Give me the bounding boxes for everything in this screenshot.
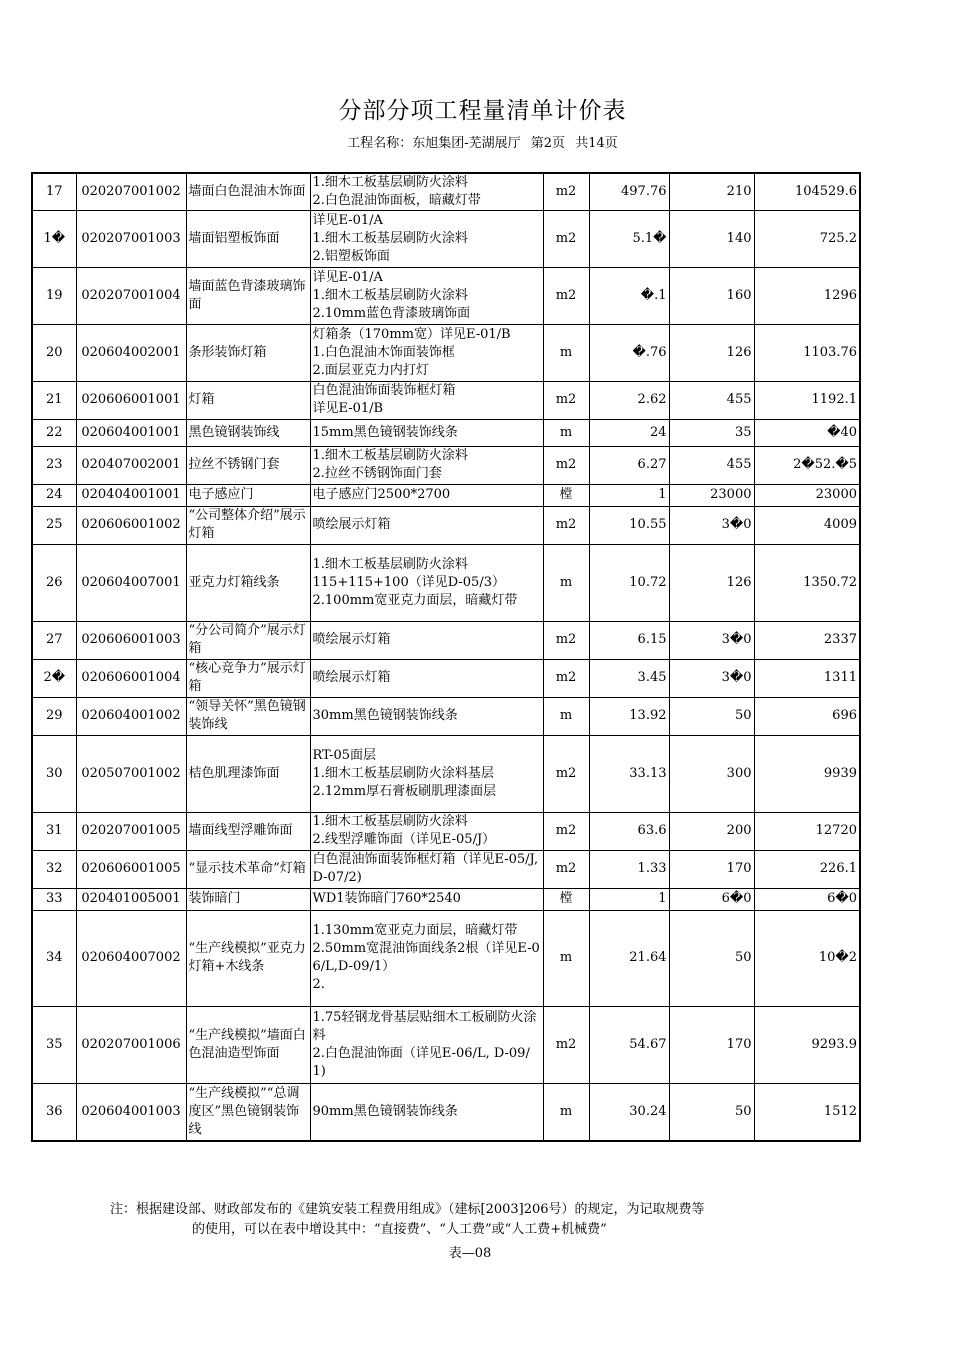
feature-line: 1.细木工板基层刷防火涂料 [312,814,468,829]
row-number: 1� [32,210,76,267]
row-number: 25 [32,506,76,544]
row-number: 31 [32,812,76,850]
row-number: 36 [32,1083,76,1141]
unit: m [543,544,589,621]
item-name: “生产线模拟”墙面白色混油造型饰面 [186,1006,310,1083]
item-features [310,910,543,1006]
item-features [310,888,543,910]
quantity: 63.6 [589,812,669,850]
total-price: 10�2 [754,910,860,1006]
item-code: 020606001004 [76,659,186,697]
unit-price: 170 [669,1006,754,1083]
total-price: 4009 [754,506,860,544]
row-number: 33 [32,888,76,910]
feature-line: 2. [312,977,325,992]
total-price: �40 [754,419,860,446]
feature-line: 1.细木工板基层刷防火涂料 [312,448,468,463]
row-number: 23 [32,446,76,484]
row-number: 30 [32,735,76,812]
item-features [310,506,543,544]
unit-price: 300 [669,735,754,812]
page-title: 分部分项工程量清单计价表 [338,98,627,124]
total-price: 2�52.�5 [754,446,860,484]
unit: m [543,419,589,446]
row-number: 20 [32,324,76,381]
feature-line: 喷绘展示灯箱 [312,517,391,532]
table-row [32,910,860,1006]
total-price: 1192.1 [754,381,860,419]
page-total: 共14页 [575,136,618,151]
unit-price: 50 [669,697,754,735]
quantity: 1.33 [589,850,669,888]
feature-line: 1.75轻钢龙骨基层贴细木工板刷防火涂料 [312,1009,537,1043]
item-code: 020606001005 [76,850,186,888]
item-name: 拉丝不锈钢门套 [186,446,310,484]
table-row [32,324,860,381]
quantity: 30.24 [589,1083,669,1141]
total-price: 696 [754,697,860,735]
unit: m2 [543,659,589,697]
feature-line: 电子感应门2500*2700 [312,487,451,502]
feature-line: 1.细木工板基层刷防火涂料 [312,287,468,303]
item-code: 020407002001 [76,446,186,484]
table-row [32,697,860,735]
feature-line: 1.130mm宽亚克力面层，暗藏灯带 [312,923,518,938]
unit: m [543,910,589,1006]
item-name: “生产线模拟”“总调度区”黑色镜钢装饰线 [186,1083,310,1141]
quantity: 33.13 [589,735,669,812]
table-body [32,173,860,1141]
table-row [32,850,860,888]
table-row [32,446,860,484]
unit-price: 170 [669,850,754,888]
feature-line: 2.线型浮雕饰面（详见E-05/J） [312,832,496,847]
project-name: 工程名称：东旭集团-芜湖展厅 [347,136,521,151]
item-name: “分公司简介”展示灯箱 [186,621,310,659]
feature-line: 1.细木工板基层刷防火涂料基层 [312,765,494,781]
feature-line: 2.拉丝不锈钢饰面门套 [312,466,442,481]
unit: m [543,1083,589,1141]
item-name: 墙面线型浮雕饰面 [186,812,310,850]
table-row [32,484,860,506]
table-row [32,173,860,210]
row-number: 34 [32,910,76,1006]
item-features [310,381,543,419]
item-features [310,1006,543,1083]
item-code: 020207001005 [76,812,186,850]
row-number: 2� [32,659,76,697]
feature-line: 2.50mm宽混油饰面线条2根（详见E-06/L,D-09/1） [312,941,540,974]
table-row [32,506,860,544]
unit-price: 50 [669,910,754,1006]
unit-price: 6�0 [669,888,754,910]
row-number: 32 [32,850,76,888]
unit: m2 [543,1006,589,1083]
row-number: 21 [32,381,76,419]
unit-price: 126 [669,324,754,381]
item-name: 灯箱 [186,381,310,419]
feature-line: 90mm黑色镜钢装饰线条 [312,1103,458,1119]
unit: m2 [543,210,589,267]
unit: m2 [543,506,589,544]
item-name: 墙面白色混油木饰面 [186,173,310,210]
item-name: 电子感应门 [186,484,310,506]
item-code: 020606001001 [76,381,186,419]
item-code: 020606001002 [76,506,186,544]
item-code: 020207001004 [76,267,186,324]
item-name: 条形装饰灯箱 [186,324,310,381]
item-name: “核心竞争力”展示灯箱 [186,659,310,697]
feature-line: 115+115+100（详见D-05/3） [312,574,505,590]
row-number: 35 [32,1006,76,1083]
item-features [310,1083,543,1141]
total-price: 1296 [754,267,860,324]
item-code: 020606001003 [76,621,186,659]
feature-line: 白色混油饰面装饰框灯箱（详见E-05/J, D-07/2) [312,852,543,885]
feature-line: WD1装饰暗门760*2540 [312,891,461,906]
row-number: 17 [32,173,76,210]
item-features [310,173,543,210]
quantity: 3.45 [589,659,669,697]
feature-line: 详见E-01/A [312,269,383,285]
table-row [32,812,860,850]
item-features [310,812,543,850]
feature-line: 1.细木工板基层刷防火涂料 [312,230,468,246]
quantity: �.76 [589,324,669,381]
quantity: �.1 [589,267,669,324]
item-code: 020604007001 [76,544,186,621]
feature-line: 灯箱条（170mm宽）详见E-01/B [312,326,511,342]
feature-line: 2.白色混油饰面板，暗藏灯带 [312,193,481,209]
table-row [32,1006,860,1083]
total-price: 725.2 [754,210,860,267]
unit: m [543,697,589,735]
feature-line: 2.铝塑板饰面 [312,248,390,264]
footnote [110,1200,870,1240]
item-name: 亚克力灯箱线条 [186,544,310,621]
item-code: 020507001002 [76,735,186,812]
unit: m2 [543,850,589,888]
item-code: 020207001006 [76,1006,186,1083]
unit-price: 455 [669,381,754,419]
table-row [32,544,860,621]
total-price: 1311 [754,659,860,697]
item-features [310,484,543,506]
feature-line: 喷绘展示灯箱 [312,632,391,647]
unit-price: 210 [669,173,754,210]
row-number: 27 [32,621,76,659]
total-price: 104529.6 [754,173,860,210]
item-code: 020604002001 [76,324,186,381]
item-code: 020604007002 [76,910,186,1006]
total-price: 1350.72 [754,544,860,621]
quantity: 2.62 [589,381,669,419]
item-code: 020604001002 [76,697,186,735]
unit: m2 [543,621,589,659]
item-code: 020401005001 [76,888,186,910]
item-name: 墙面铝塑板饰面 [186,210,310,267]
bill-of-quantities-table [31,172,861,1142]
unit: m [543,324,589,381]
quantity: 24 [589,419,669,446]
table-row [32,735,860,812]
unit-price: 140 [669,210,754,267]
row-number: 24 [32,484,76,506]
item-name: 桔色肌理漆饰面 [186,735,310,812]
item-name: “领导关怀”黑色镜钢装饰线 [186,697,310,735]
feature-line: RT-05面层 [312,747,376,763]
item-name: “显示技术革命”灯箱 [186,850,310,888]
table-row [32,210,860,267]
unit-price: 455 [669,446,754,484]
quantity: 54.67 [589,1006,669,1083]
quantity: 13.92 [589,697,669,735]
table-row [32,419,860,446]
item-name: 装饰暗门 [186,888,310,910]
table-row [32,888,860,910]
item-code: 020207001003 [76,210,186,267]
unit-price: 35 [669,419,754,446]
feature-line: 白色混油饰面装饰框灯箱 [312,383,456,398]
feature-line: 喷绘展示灯箱 [312,670,391,685]
page-number: 第2页 [530,136,566,151]
quantity: 6.15 [589,621,669,659]
item-code: 020207001002 [76,173,186,210]
quantity: 10.72 [589,544,669,621]
item-name: 墙面蓝色背漆玻璃饰面 [186,267,310,324]
feature-line: 详见E-01/B [312,401,384,416]
unit: 樘 [543,484,589,506]
unit-price: 23000 [669,484,754,506]
total-price: 9293.9 [754,1006,860,1083]
row-number: 19 [32,267,76,324]
unit-price: 3�0 [669,659,754,697]
footnote-line-1: 注：根据建设部、财政部发布的《建筑安装工程费用组成》（建标[2003]206号）的规定，为记取规费等 [110,1202,705,1217]
feature-line: 1.白色混油木饰面装饰框 [312,344,455,360]
table-row [32,267,860,324]
feature-line: 2.10mm蓝色背漆玻璃饰面 [312,305,471,321]
total-price: 1103.76 [754,324,860,381]
item-features [310,324,543,381]
quantity: 10.55 [589,506,669,544]
total-price: 23000 [754,484,860,506]
total-price: 226.1 [754,850,860,888]
total-price: 1512 [754,1083,860,1141]
feature-line: 30mm黑色镜钢装饰线条 [312,708,458,723]
item-code: 020604001003 [76,1083,186,1141]
item-features [310,210,543,267]
item-name: 黑色镜钢装饰线 [186,419,310,446]
table-row [32,1083,860,1141]
item-features [310,446,543,484]
unit: m2 [543,735,589,812]
unit: m2 [543,173,589,210]
unit: m2 [543,381,589,419]
item-features [310,697,543,735]
item-features [310,267,543,324]
footnote-line-2: 的使用，可以在表中增设其中：“直接费”、“人工费”或“人工费+机械费” [192,1222,607,1237]
page-subtitle [0,132,965,151]
table-row [32,659,860,697]
total-price: 2337 [754,621,860,659]
item-features [310,419,543,446]
item-code: 020604001001 [76,419,186,446]
feature-line: 1.细木工板基层刷防火涂料 [312,175,468,191]
item-features [310,621,543,659]
item-features [310,850,543,888]
feature-line: 2.白色混油饰面（详见E-06/L, D-09/1) [312,1045,530,1079]
feature-line: 2.100mm宽亚克力面层，暗藏灯带 [312,592,518,608]
unit-price: 126 [669,544,754,621]
total-price: 12720 [754,812,860,850]
unit: m2 [543,812,589,850]
quantity: 21.64 [589,910,669,1006]
feature-line: 1.细木工板基层刷防火涂料 [312,556,468,572]
quantity: 5.1� [589,210,669,267]
table-row [32,381,860,419]
unit: 樘 [543,888,589,910]
item-name: “生产线模拟”亚克力灯箱+木线条 [186,910,310,1006]
form-code: 表—08 [448,1246,492,1261]
feature-line: 2.12mm厚石膏板刷肌理漆面层 [312,783,497,799]
table-row [32,621,860,659]
unit-price: 3�0 [669,621,754,659]
feature-line: 15mm黑色镜钢装饰线条 [312,424,458,440]
unit: m2 [543,267,589,324]
unit-price: 3�0 [669,506,754,544]
item-name: “公司整体介绍”展示灯箱 [186,506,310,544]
unit-price: 160 [669,267,754,324]
row-number: 29 [32,697,76,735]
feature-line: 2.面层亚克力内打灯 [312,362,429,378]
row-number: 26 [32,544,76,621]
item-features [310,735,543,812]
quantity: 497.76 [589,173,669,210]
unit-price: 200 [669,812,754,850]
total-price: 9939 [754,735,860,812]
quantity: 6.27 [589,446,669,484]
quantity: 1 [589,484,669,506]
item-features [310,659,543,697]
total-price: 6�0 [754,888,860,910]
item-features [310,544,543,621]
row-number: 22 [32,419,76,446]
feature-line: 详见E-01/A [312,212,383,228]
item-code: 020404001001 [76,484,186,506]
unit-price: 50 [669,1083,754,1141]
quantity: 1 [589,888,669,910]
unit: m2 [543,446,589,484]
